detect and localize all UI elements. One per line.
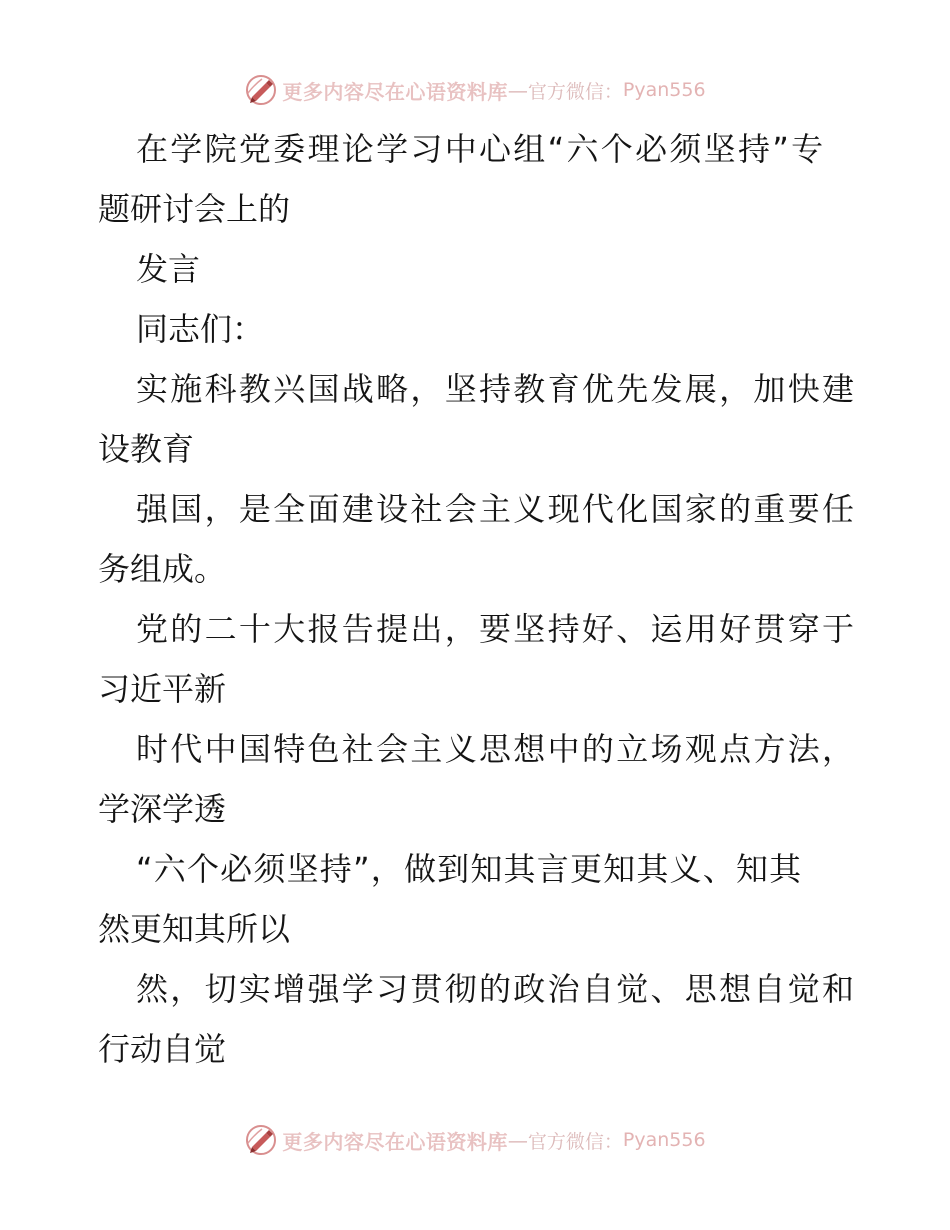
watermark-content xyxy=(244,1123,705,1157)
text-line: “六个必须坚持”，做到知其言更知其义、知其 xyxy=(136,850,803,888)
text-line: 在学院党委理论学习中心组“六个必须坚持”专 xyxy=(136,130,826,168)
text-line: 强国，是全面建设社会主义现代化国家的重要任 xyxy=(136,490,857,528)
text-line: 学深学透 xyxy=(98,790,227,828)
text-line: 然更知其所以 xyxy=(98,910,291,948)
text-line: 设教育 xyxy=(98,430,195,468)
watermark-sub-text: 官方微信： xyxy=(527,80,623,103)
document-body xyxy=(98,122,858,1082)
text-line: 题研讨会上的 xyxy=(98,190,291,228)
watermark-id: Pyan556 xyxy=(622,1129,706,1151)
watermark-separator: — xyxy=(507,78,528,102)
text-line: 实施科教兴国战略，坚持教育优先发展，加快建 xyxy=(136,370,857,408)
text-line: 习近平新 xyxy=(98,670,227,708)
text-line: 务组成。 xyxy=(98,550,227,588)
watermark-footer xyxy=(0,1122,950,1158)
watermark-main-text: 更多内容尽在心语资料库 xyxy=(282,79,508,104)
watermark-separator: — xyxy=(507,1128,528,1152)
watermark-content xyxy=(244,73,705,107)
text-line: 发言 xyxy=(136,250,201,288)
text-line: 时代中国特色社会主义思想中的立场观点方法， xyxy=(136,730,857,768)
text-line: 行动自觉 xyxy=(98,1030,227,1068)
watermark-header xyxy=(0,72,950,108)
watermark-sub-text: 官方微信： xyxy=(527,1130,623,1153)
text-line: 党的二十大报告提出，要坚持好、运用好贯穿于 xyxy=(136,610,857,648)
watermark-main-text: 更多内容尽在心语资料库 xyxy=(282,1129,508,1154)
pen-logo-icon xyxy=(244,1123,278,1157)
watermark-id: Pyan556 xyxy=(622,79,706,101)
text-line: 然，切实增强学习贯彻的政治自觉、思想自觉和 xyxy=(136,970,857,1008)
text-line: 同志们： xyxy=(136,310,265,348)
pen-logo-icon xyxy=(244,73,278,107)
